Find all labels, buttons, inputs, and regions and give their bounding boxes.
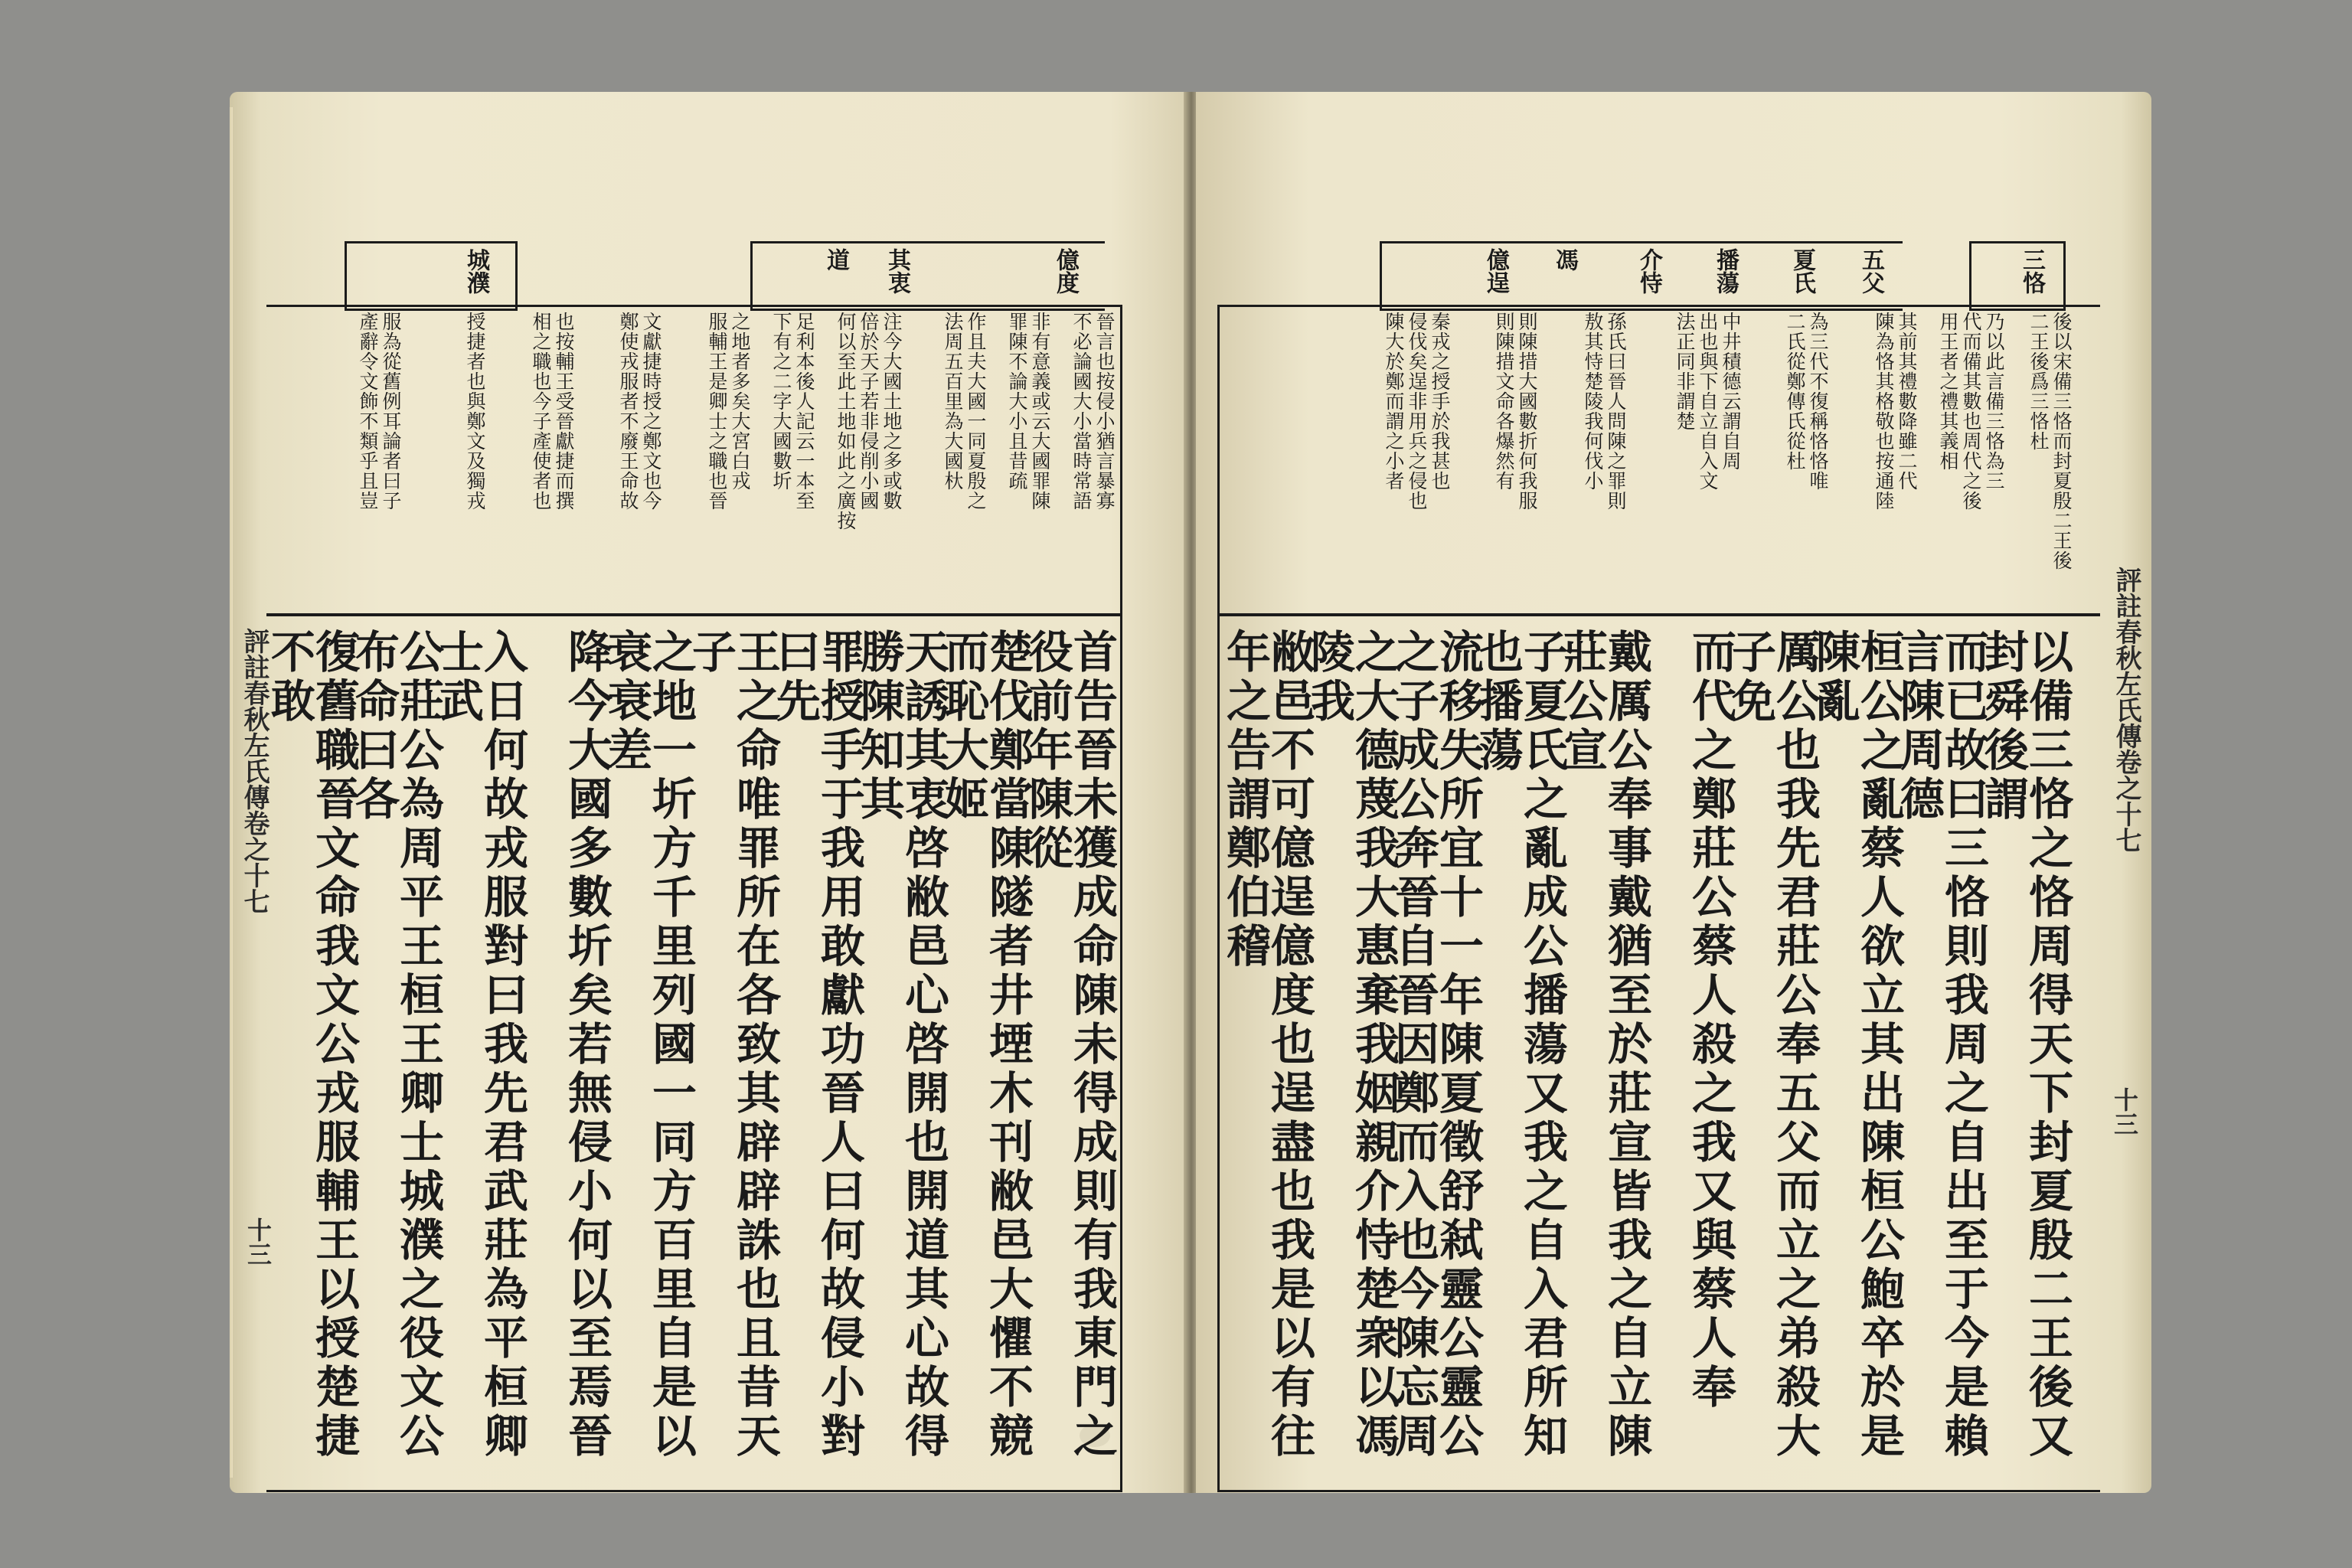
commentary-divider: [266, 613, 1120, 616]
gloss-header: 播蕩: [1712, 248, 1739, 294]
text-frame: [1217, 305, 2100, 1492]
gloss-box-group: [750, 241, 1105, 311]
commentary-column: 孫氏曰晉人問陳之罪則: [1605, 312, 1627, 511]
commentary-column: 罪陳不論大小且昔疏: [1006, 312, 1028, 491]
commentary-column: 服為從舊例耳論者曰子: [380, 312, 402, 511]
commentary-column: 二氏從鄭傳氏從杜: [1784, 312, 1806, 471]
main-text-column: 以備三恪之恪周得天下封夏殷二王後又封舜後謂: [1977, 629, 2073, 1462]
commentary-column: 也按輔王受晉獻捷而撰: [553, 312, 575, 511]
main-text-column: 降今大國多數圻矣若無侵小何以至焉晉: [560, 629, 612, 1462]
gloss-box-cheng-pu: [345, 241, 518, 311]
running-title: 評註春秋左氏傳卷之十七: [239, 628, 270, 914]
commentary-column: 不必論國大小當時常語: [1070, 312, 1093, 511]
commentary-column: 服輔王是卿士之職也晉: [706, 312, 728, 511]
commentary-column: 何以至此土地如此之廣按: [835, 312, 857, 531]
commentary-column: 陳大於鄭而謂之小者: [1383, 312, 1405, 491]
text-frame: [263, 305, 1122, 1492]
main-text-column: 戴厲公奉事戴猶至於莊宣皆我之自立陳莊公宣: [1556, 629, 1652, 1462]
gloss-header: 其衷: [884, 248, 910, 294]
commentary-column: 文獻捷時授之鄭文也今: [640, 312, 662, 511]
main-text-column: 之地一圻方千里列國一同方百里自是以衰衰差: [600, 629, 697, 1462]
gloss-header: 馮: [1551, 248, 1578, 271]
main-text-column: 楚伐鄭當陳隧者井堙木刊敝邑大懼不競而恥大姬: [937, 629, 1034, 1462]
gloss-header: 道: [822, 248, 849, 271]
main-text-column: 桓公之亂蔡人欲立其出陳桓公鮑卒於是陳亂: [1808, 629, 1905, 1462]
commentary-column: 法正同非謂楚: [1674, 312, 1696, 431]
commentary-column: 相之職也今子產使者也: [530, 312, 552, 511]
commentary-column: 陳為恪其格敬也按通陸: [1873, 312, 1895, 511]
gloss-box-group: [1380, 241, 1903, 311]
main-text-column: 入日何故戎服對曰我先君武莊為平桓卿士武: [432, 629, 528, 1462]
main-text-column: 復舊職晉文命我文公戎服輔王以授楚捷不敢: [263, 629, 360, 1462]
running-title: 評註春秋左氏傳卷之十七: [2111, 567, 2141, 853]
left-page: [230, 92, 1187, 1493]
commentary-column: 二王後爲三恪杜: [2027, 312, 2050, 451]
main-text-column: 厲公也我先君莊公奉五父而立之弟殺大子免: [1724, 629, 1821, 1462]
main-text-column: 子夏氏之亂成公播蕩又我之自入君所知也播蕩: [1472, 629, 1568, 1462]
commentary-column: 出也與下自立自入文: [1697, 312, 1719, 491]
main-text-column: 罪授手于我用敢獻功晉人曰何故侵小對曰先: [769, 629, 865, 1462]
commentary-column: 授捷者也與鄭文及獨戎: [464, 312, 486, 511]
commentary-column: 注今大國土地之多或數: [880, 312, 903, 511]
gloss-header: 三恪: [2018, 248, 2045, 294]
commentary-column: 足利本後人記云一本至: [793, 312, 815, 511]
main-text-column: 敝邑不可億逞億度也逞盡也我是以有往年之告謂鄭伯稽: [1219, 629, 1315, 1462]
main-text-column: 公莊公為周平王桓王卿士城濮之役文公布命曰各: [348, 629, 444, 1462]
commentary-column: 作且夫大國一同夏殷之: [965, 312, 987, 511]
commentary-column: 法周五百里為大國杕: [942, 312, 964, 491]
commentary-column: 其前其禮數降雖二代: [1896, 312, 1918, 491]
main-text-column: 而已故曰三恪則我周之自出至于今是賴言陳周德: [1893, 629, 1989, 1462]
commentary-column: 產辭令文飾不類乎且豈: [357, 312, 379, 511]
commentary-column: 倍於天子若非侵削小國: [858, 312, 880, 511]
right-page: [1196, 92, 2151, 1493]
commentary-column: 秦戎之授手於我甚也: [1429, 312, 1451, 491]
open-book: [230, 92, 2151, 1493]
commentary-column: 則陳措大國數折何我服: [1516, 312, 1538, 511]
page-edge-left: [230, 107, 233, 1478]
main-text-column: 之大德蔑我大惠棄我姻親介恃楚衆以馮陵我: [1303, 629, 1400, 1462]
commentary-column: 中井積德云謂自周: [1720, 312, 1742, 471]
main-text-column: 流移失所宜十一年陳夏徵舒弒靈公靈公之子成公奔晉自晉因鄭而入也今陳忘周: [1387, 629, 1484, 1462]
commentary-column: 用王者之禮其義相: [1937, 312, 1959, 471]
main-text-column: 天誘其衷啓敝邑心啓開也開道其心故得勝陳知其: [853, 629, 949, 1462]
main-text-column: 而代之鄭莊公蔡人殺之我又與蔡人奉: [1684, 629, 1736, 1413]
commentary-column: 晉言也按侵小猶言暴寡: [1093, 312, 1116, 511]
gloss-header: 夏氏: [1788, 248, 1815, 294]
main-text-column: 首告晉未獲成命陳未得成則有我東門之役前年陳從: [1021, 629, 1118, 1462]
page-number: 十三: [2110, 1087, 2139, 1136]
commentary-column: 後以宋備三恪而封夏殷二王後: [2050, 312, 2073, 570]
main-text-column: 王之命唯罪所在各致其辟辟誅也且昔天子: [684, 629, 781, 1462]
commentary-column: 侵伐矣逞非用兵之侵也: [1406, 312, 1428, 511]
commentary-divider: [1220, 613, 2100, 616]
page-number: 十三: [243, 1217, 273, 1266]
gloss-header: 億逞: [1482, 248, 1509, 294]
commentary-column: 鄭使戎服者不廢王命故: [617, 312, 639, 511]
gloss-header: 介恃: [1635, 248, 1662, 294]
gloss-header: 億度: [1052, 248, 1079, 294]
commentary-column: 代而備其數也周代之後: [1960, 312, 1982, 511]
commentary-column: 敖其恃楚陵我何伐小: [1582, 312, 1604, 491]
gloss-box-san-ke: [1969, 241, 2066, 311]
paper-stain: [1080, 1424, 1110, 1447]
gloss-header: 五父: [1857, 248, 1884, 294]
commentary-column: 之地者多矣大宮白戎: [729, 312, 751, 491]
commentary-column: 下有之二字大國數圻: [770, 312, 792, 491]
commentary-column: 乃以此言備三恪為三: [1983, 312, 2005, 491]
gloss-header: 城濮: [462, 248, 489, 294]
commentary-column: 非有意義或云大國罪陳: [1029, 312, 1051, 511]
commentary-column: 則陳措文命各爆然有: [1493, 312, 1515, 491]
commentary-column: 為三代不復稱恪恪唯: [1807, 312, 1829, 491]
